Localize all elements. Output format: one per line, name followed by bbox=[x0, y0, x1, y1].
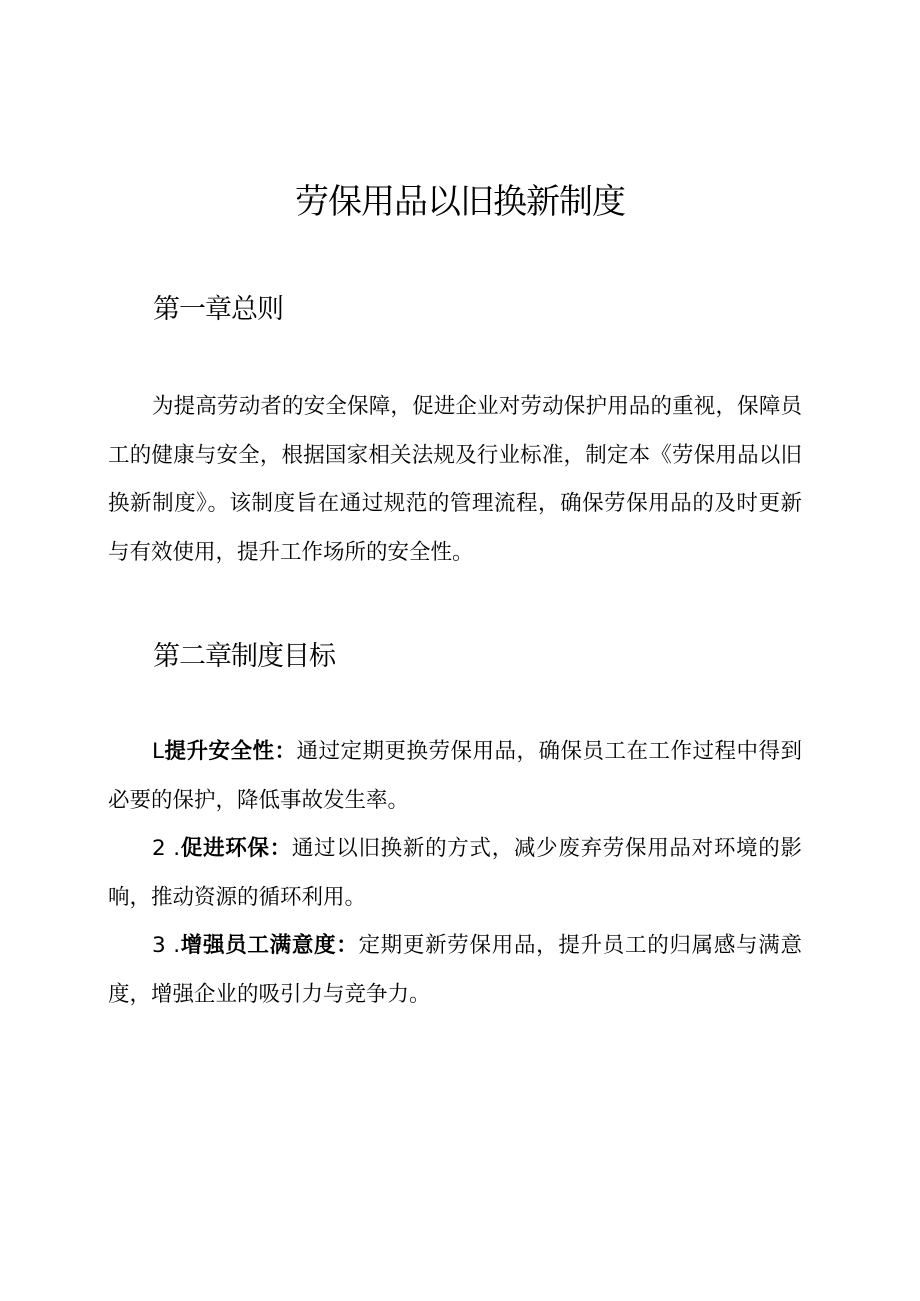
chapter-2-heading: 第二章制度目标 bbox=[153, 641, 335, 672]
goal-item bbox=[108, 825, 802, 922]
goal-text: 通过定期更换劳保用品，确保员工在工作过程中得到必要的保护，降低事故发生率。 bbox=[108, 739, 802, 813]
document-title: 劳保用品以旧换新制度 bbox=[295, 182, 625, 222]
goal-number: 2 . bbox=[152, 836, 181, 861]
goal-text: 定期更新劳保用品，提升员工的归属感与满意度，增强企业的吸引力与竞争力。 bbox=[108, 933, 802, 1007]
chapter-1-heading: 第一章总则 bbox=[153, 294, 283, 325]
goal-item bbox=[108, 728, 802, 825]
goal-number: L bbox=[152, 739, 164, 764]
goal-number: 3 . bbox=[152, 933, 181, 958]
chapter-1-paragraph: 为提高劳动者的安全保障，促进企业对劳动保护用品的重视，保障员工的健康与安全，根据国家相关法规及行业标准，制定本《劳保用品以旧换新制度》。该制度旨在通过规范的管理流程，确保劳保用品的及时更新与有效使用，提升工作场所的安全性。 bbox=[108, 394, 802, 565]
goal-text: 通过以旧换新的方式，减少废弃劳保用品对环境的影响，推动资源的循环利用。 bbox=[108, 836, 802, 910]
goal-label: 促进环保： bbox=[180, 836, 292, 861]
goal-label: 增强员工满意度： bbox=[180, 933, 359, 958]
goal-label: 提升安全性： bbox=[163, 739, 297, 764]
goal-item bbox=[108, 922, 802, 1019]
